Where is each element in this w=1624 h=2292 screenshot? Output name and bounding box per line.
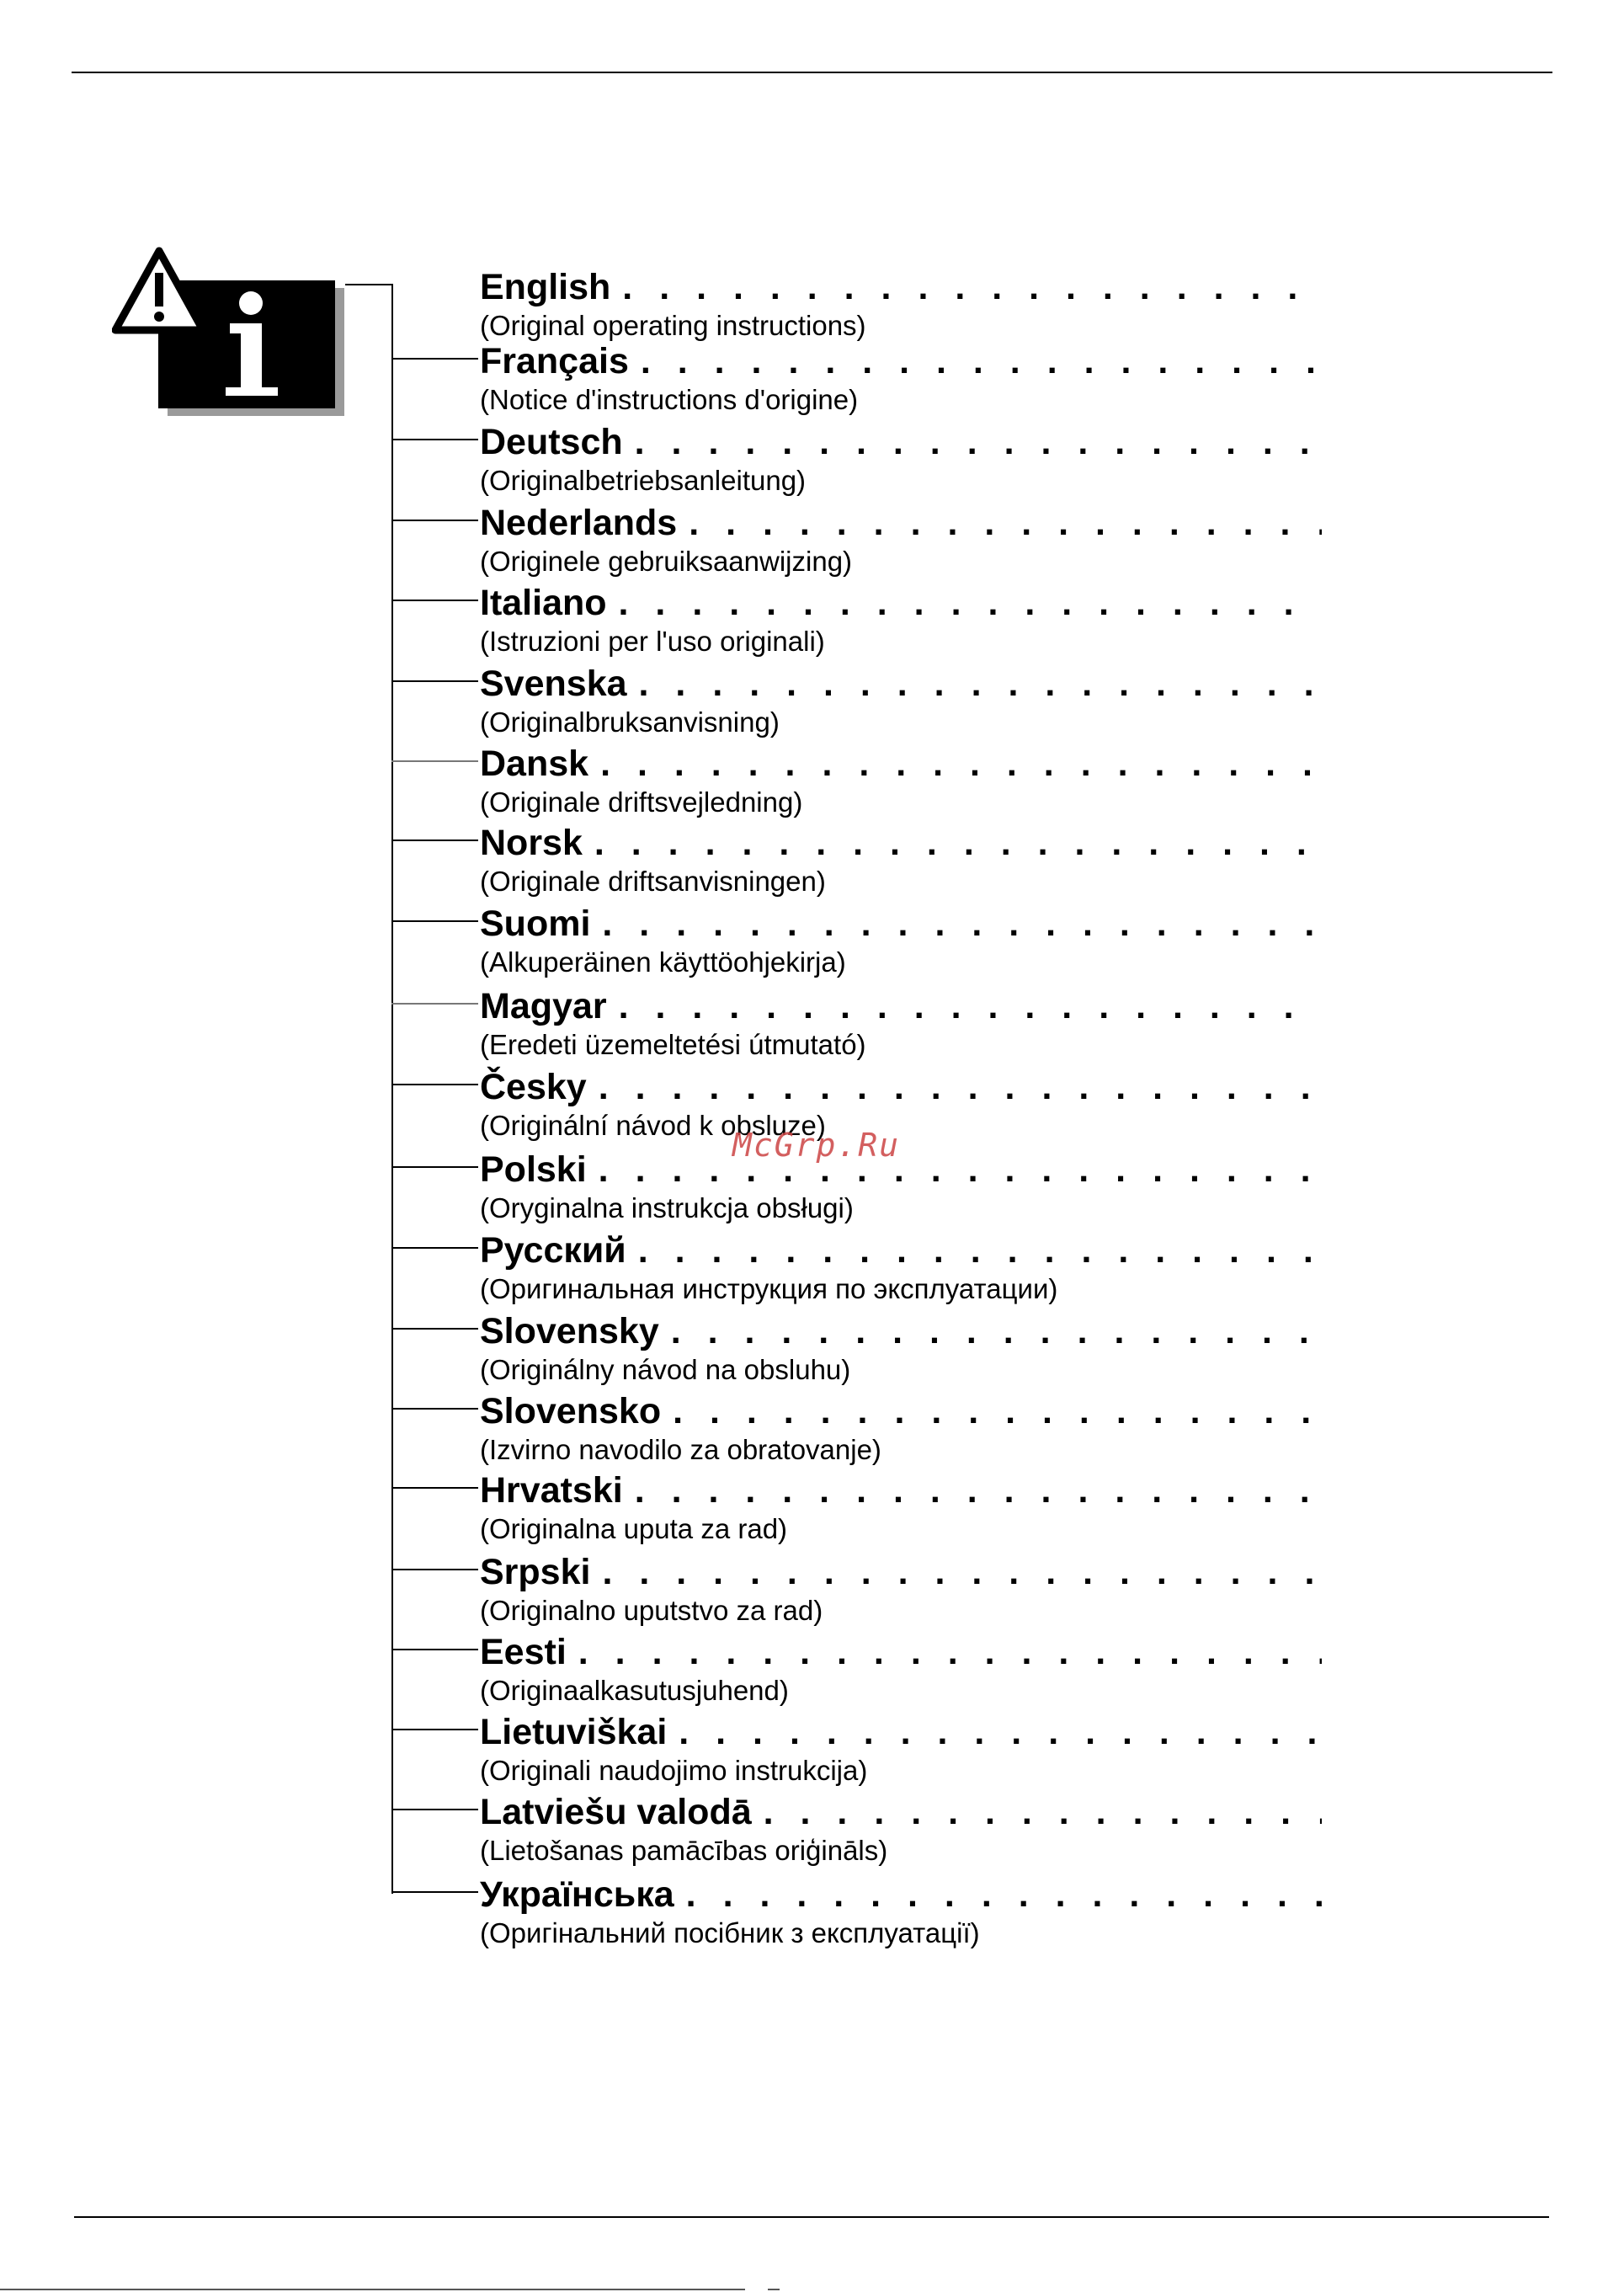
language-connector-line — [391, 1408, 478, 1410]
language-subtitle: (Izvirno navodilo za obratovanje) — [480, 1434, 881, 1465]
language-name: Latviešu valodā — [480, 1792, 752, 1832]
language-item — [391, 903, 1318, 996]
language-name: Srpski — [480, 1552, 591, 1592]
footer-rule-tick — [768, 2289, 780, 2290]
language-name: Magyar — [480, 986, 607, 1026]
language-subtitle: (Originaalkasutusjuhend) — [480, 1675, 789, 1706]
dot-leader — [619, 986, 1322, 1026]
language-heading-row — [480, 903, 1322, 944]
dot-leader — [599, 1067, 1322, 1107]
language-connector-line — [391, 520, 478, 521]
language-name: Русский — [480, 1230, 626, 1271]
language-subtitle: (Istruzioni per l'uso originali) — [480, 626, 825, 657]
language-heading-row — [480, 986, 1322, 1026]
language-connector-line — [391, 1569, 478, 1570]
language-subtitle: (Originální návod k obsluze) — [480, 1110, 826, 1141]
language-name: Česky — [480, 1067, 587, 1107]
language-name: Italiano — [480, 583, 607, 623]
language-heading-row — [480, 744, 1322, 784]
language-subtitle: (Originalbruksanvisning) — [480, 706, 780, 738]
dot-leader — [635, 1470, 1322, 1511]
dot-leader — [764, 1792, 1322, 1832]
dot-leader — [641, 341, 1322, 381]
language-name: Slovensky — [480, 1311, 659, 1351]
language-name: Nederlands — [480, 503, 678, 543]
watermark: McGrp.Ru — [732, 1127, 901, 1164]
language-heading-row — [480, 422, 1322, 462]
language-connector-line — [391, 920, 478, 922]
language-heading-row — [480, 341, 1322, 381]
dot-leader — [686, 1874, 1322, 1915]
language-heading-row — [480, 1792, 1322, 1832]
language-connector-line — [391, 600, 478, 601]
language-subtitle: (Originale driftsvejledning) — [480, 786, 803, 818]
language-connector-line — [391, 760, 478, 762]
dot-leader — [639, 664, 1322, 704]
language-name: Hrvatski — [480, 1470, 623, 1511]
language-heading-row — [480, 503, 1322, 543]
language-connector-line — [391, 840, 478, 841]
language-heading-row — [480, 664, 1322, 704]
language-name: Norsk — [480, 823, 583, 863]
language-connector-line — [391, 1649, 478, 1650]
language-heading-row — [480, 1632, 1322, 1672]
language-name: Slovensko — [480, 1391, 662, 1431]
language-heading-row — [480, 1391, 1322, 1431]
language-name: Polski — [480, 1149, 587, 1190]
language-heading-row — [480, 1470, 1322, 1511]
dot-leader — [635, 422, 1322, 462]
language-name: Dansk — [480, 744, 589, 784]
dot-leader — [689, 503, 1322, 543]
language-heading-row — [480, 1552, 1322, 1592]
language-heading-row — [480, 823, 1322, 863]
language-subtitle: (Originalna uputa za rad) — [480, 1513, 788, 1544]
dot-leader — [619, 583, 1322, 623]
dot-leader — [600, 744, 1322, 784]
language-heading-row — [480, 267, 1322, 307]
language-subtitle: (Alkuperäinen käyttöohjekirja) — [480, 946, 846, 978]
info-warning-symbol-icon — [112, 244, 344, 419]
language-subtitle: (Eredeti üzemeltetési útmutató) — [480, 1029, 866, 1060]
dot-leader — [599, 1149, 1322, 1190]
dot-leader — [578, 1632, 1322, 1672]
dot-leader — [602, 903, 1322, 944]
language-connector-line — [391, 1003, 478, 1005]
language-connector-line — [391, 358, 478, 360]
dot-leader — [671, 1311, 1322, 1351]
language-subtitle: (Original operating instructions) — [480, 310, 866, 341]
language-subtitle: (Originalno uputstvo za rad) — [480, 1595, 823, 1626]
dot-leader — [594, 823, 1322, 863]
language-heading-row — [480, 1230, 1322, 1271]
language-subtitle: (Originalbetriebsanleitung) — [480, 465, 807, 496]
dot-leader — [622, 267, 1322, 307]
language-subtitle: (Oryginalna instrukcja obsługi) — [480, 1192, 854, 1223]
bottom-rule — [74, 2216, 1549, 2218]
footer-rule — [0, 2289, 745, 2290]
dot-leader — [638, 1230, 1322, 1271]
language-name: Eesti — [480, 1632, 567, 1672]
language-name: Lietuviškai — [480, 1712, 668, 1752]
language-name: Svenska — [480, 664, 627, 704]
language-name: English — [480, 267, 611, 307]
language-heading-row — [480, 1712, 1322, 1752]
language-subtitle: (Originálny návod na obsluhu) — [480, 1354, 851, 1385]
language-subtitle: (Lietošanas pamācības oriģināls) — [480, 1835, 888, 1866]
dot-leader — [673, 1391, 1322, 1431]
language-connector-line — [391, 439, 478, 440]
language-subtitle: (Оригинальная инструкция по эксплуатации) — [480, 1273, 1058, 1304]
language-connector-line — [391, 1809, 478, 1810]
dot-leader — [602, 1552, 1322, 1592]
language-connector-line — [391, 1729, 478, 1730]
bracket-top-line — [345, 284, 393, 285]
language-subtitle: (Оригінальний посібник з експлуатації) — [480, 1917, 980, 1948]
language-name: Deutsch — [480, 422, 623, 462]
language-connector-line — [391, 1247, 478, 1249]
language-connector-line — [391, 680, 478, 682]
language-connector-line — [391, 1084, 478, 1085]
language-heading-row — [480, 1311, 1322, 1351]
language-subtitle: (Originali naudojimo instrukcija) — [480, 1755, 868, 1786]
dot-leader — [679, 1712, 1322, 1752]
language-name: Suomi — [480, 903, 591, 944]
language-heading-row — [480, 1067, 1322, 1107]
language-connector-line — [391, 1487, 478, 1489]
language-item — [391, 1874, 1318, 1967]
language-item — [391, 1792, 1318, 1884]
language-subtitle: (Originale driftsanvisningen) — [480, 866, 826, 897]
language-list — [391, 0, 1318, 2021]
language-subtitle: (Originele gebruiksaanwijzing) — [480, 546, 853, 577]
language-connector-line — [391, 1891, 478, 1893]
language-name: Français — [480, 341, 629, 381]
language-heading-row — [480, 583, 1322, 623]
language-subtitle: (Notice d'instructions d'origine) — [480, 384, 859, 415]
language-name: Українська — [480, 1874, 674, 1915]
language-connector-line — [391, 1166, 478, 1168]
warning-info-icon — [112, 244, 344, 419]
language-heading-row — [480, 1149, 1322, 1190]
language-connector-line — [391, 1328, 478, 1330]
language-heading-row — [480, 1874, 1322, 1915]
